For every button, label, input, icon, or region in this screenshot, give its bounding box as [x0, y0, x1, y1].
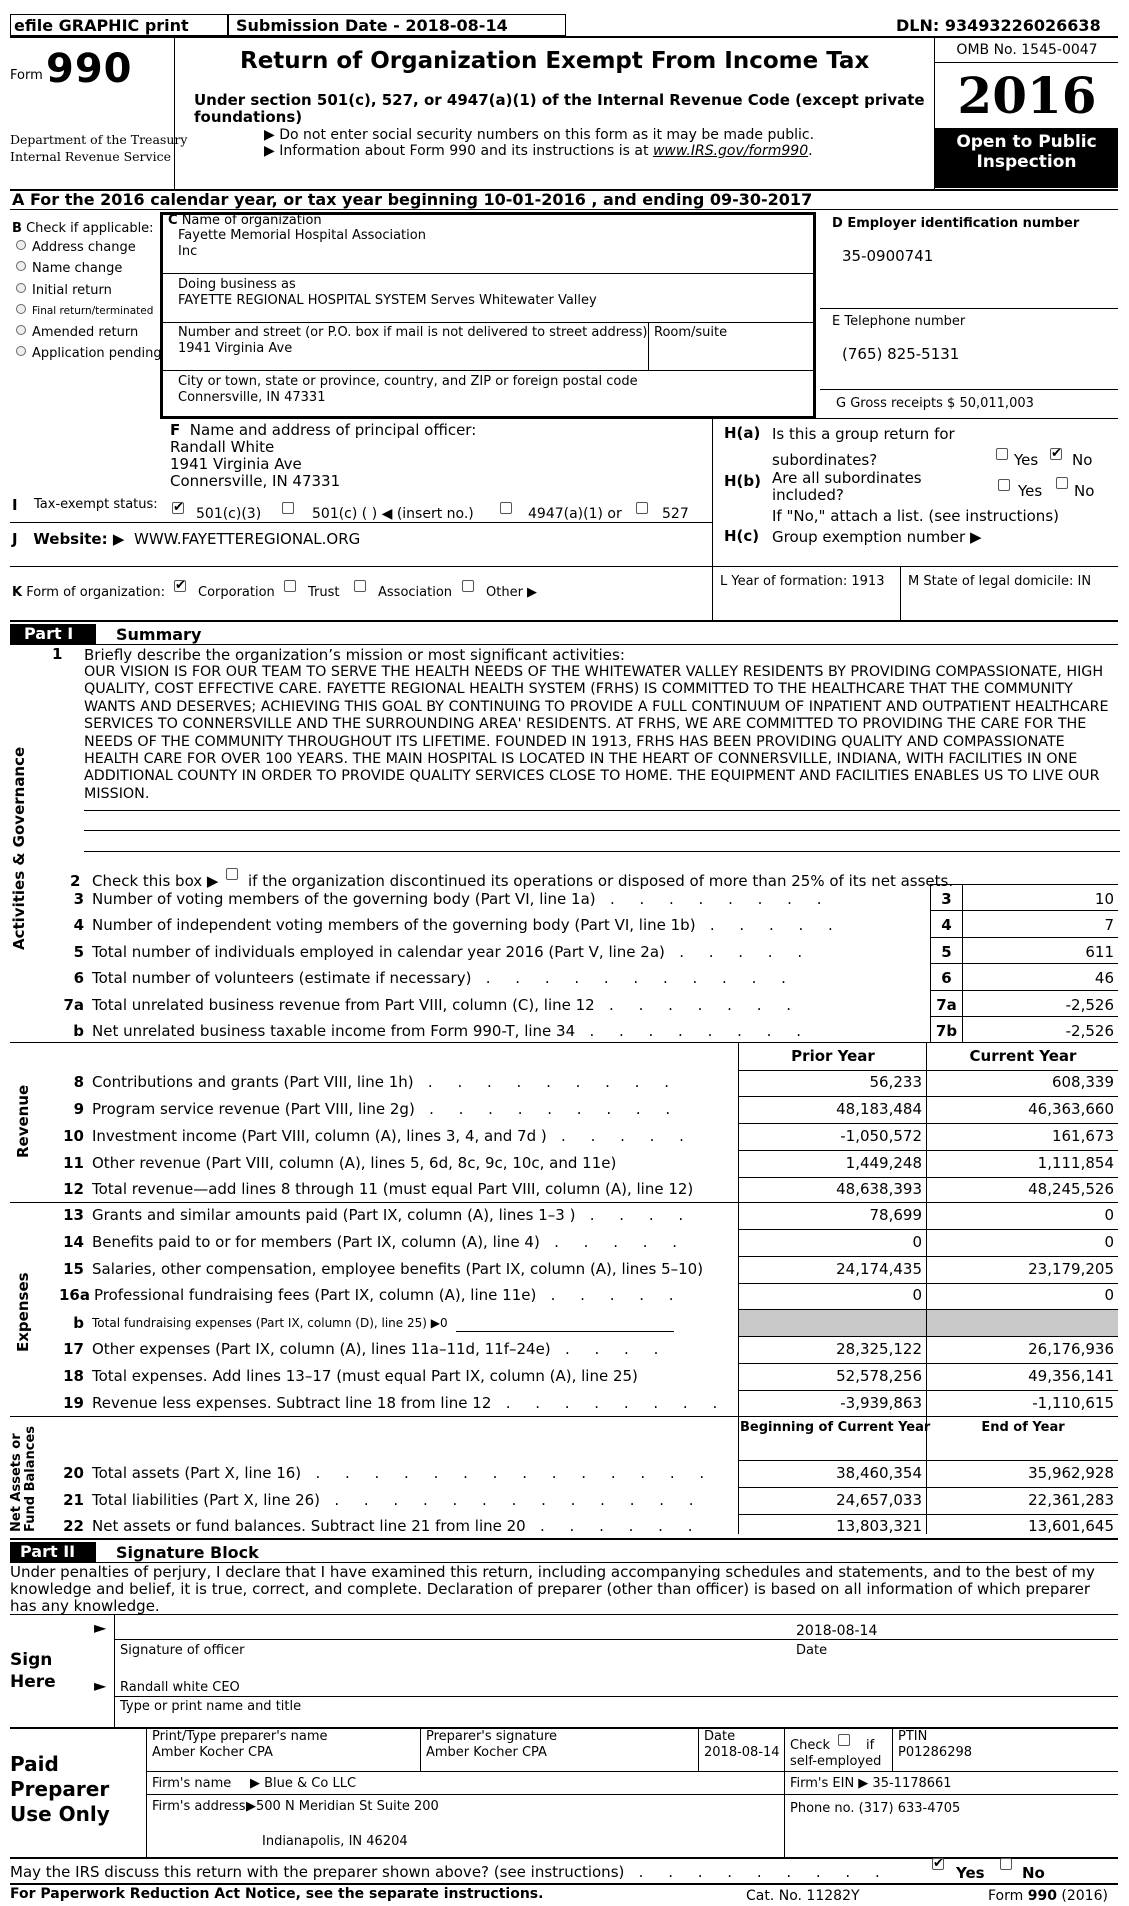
line22-num: 22	[63, 1517, 84, 1535]
line14-num: 14	[63, 1233, 84, 1251]
line18-num: 18	[63, 1367, 84, 1385]
line10-prior: -1,050,572	[840, 1127, 922, 1145]
line17-prior: 28,325,122	[836, 1340, 922, 1358]
officer-name: Randall White	[170, 438, 275, 456]
firm-address-label: Firm's address	[152, 1799, 246, 1814]
line8-prior: 56,233	[869, 1073, 922, 1091]
line6-num: 6	[73, 969, 84, 987]
line5-num: 5	[73, 943, 84, 961]
dept-line1: Department of the Treasury	[10, 132, 188, 147]
line17-current: 26,176,936	[1028, 1340, 1114, 1358]
line7a-num: 7a	[63, 996, 84, 1014]
col-beginning: Beginning of Current Year	[740, 1420, 931, 1435]
city-label: City or town, state or province, country, and ZIP or foreign postal code	[178, 374, 638, 389]
part1-tag: Part I	[10, 624, 96, 644]
line18-text: Total expenses. Add lines 13–17 (must equal Part IX, column (A), line 25)	[92, 1367, 638, 1385]
line4-num: 4	[73, 916, 84, 934]
line19-prior: -3,939,863	[840, 1394, 922, 1412]
line17-num: 17	[63, 1340, 84, 1358]
side-net-assets: Net Assets or Fund Balances	[9, 1426, 38, 1532]
line-a-tax-year: A For the 2016 calendar year, or tax year beginning 10-01-2016 , and ending 09-30-2017	[12, 190, 813, 209]
form-label: Form	[10, 68, 43, 83]
firm-name: ▶ Blue & Co LLC	[250, 1776, 357, 1791]
form-of-org-title: K Form of organization:	[12, 585, 165, 600]
line13-num: 13	[63, 1206, 84, 1224]
check-label: Check	[790, 1738, 830, 1753]
officer-address1: 1941 Virginia Ave	[170, 455, 302, 473]
phone-value: (765) 825-5131	[842, 345, 960, 363]
if-label: if	[866, 1738, 875, 1753]
line7a-box: 7a	[936, 996, 957, 1014]
4947-label: 4947(a)(1) or	[528, 506, 622, 522]
line15-prior: 24,174,435	[836, 1260, 922, 1278]
other-checkbox[interactable]	[462, 580, 474, 592]
final-return-label: Final return/terminated	[32, 305, 154, 317]
firm-phone: Phone no. (317) 633-4705	[790, 1801, 961, 1816]
line1-text: Briefly describe the organization’s mission or most significant activities:	[84, 646, 625, 664]
address-change-label: Address change	[32, 240, 136, 255]
dba-name: FAYETTE REGIONAL HOSPITAL SYSTEM Serves Whitewater Valley	[178, 293, 597, 308]
line5-value: 611	[1085, 943, 1114, 961]
ha-text2: subordinates?	[772, 451, 878, 469]
paid-preparer-label: Paid Preparer Use Only	[10, 1752, 110, 1826]
ha-yes-label: Yes	[1014, 451, 1039, 469]
part2-tag: Part II	[10, 1542, 96, 1562]
hb-no-label: No	[1074, 482, 1095, 500]
col-end-of-year: End of Year	[981, 1420, 1065, 1435]
line3-text: Number of voting members of the governing body (Part VI, line 1a) . . . . . . . .	[92, 890, 832, 908]
hb-yes-label: Yes	[1018, 482, 1043, 500]
f-title: F Name and address of principal officer:	[170, 421, 477, 439]
irs-link[interactable]: www.IRS.gov/form990	[652, 143, 809, 159]
info-note: ▶ Information about Form 990 and its instructions is at www.IRS.gov/form990.	[264, 143, 813, 159]
line22-begin: 13,803,321	[836, 1517, 922, 1535]
omb-number: OMB No. 1545-0047	[956, 42, 1098, 58]
preparer-date: 2018-08-14	[704, 1745, 780, 1760]
hb-no-checkbox[interactable]	[1056, 477, 1068, 489]
line13-prior: 78,699	[869, 1206, 922, 1224]
527-label: 527	[662, 506, 689, 522]
perjury-statement: Under penalties of perjury, I declare that I have examined this return, including accompanying schedules and statements, and to the best of my knowledge and belief, it is true, correct, and complete. Declaration of preparer (other than officer) is based on all information of which preparer has any knowledge.	[10, 1563, 1095, 1615]
self-employed-label: self-employed	[790, 1754, 882, 1769]
line7a-text: Total unrelated business revenue from Part VIII, column (C), line 12 . . . . . . .	[92, 996, 802, 1014]
line22-end: 13,601,645	[1028, 1517, 1114, 1535]
j-title: J Website: ▶	[12, 530, 125, 548]
sign-arrow-icon-2: ►	[94, 1676, 107, 1695]
street-label: Number and street (or P.O. box if mail is not delivered to street address)	[178, 325, 648, 340]
line17-text: Other expenses (Part IX, column (A), lines 11a–11d, 11f–24e) . . . .	[92, 1340, 669, 1358]
here-label: Here	[10, 1672, 56, 1692]
ein-label: D Employer identification number	[832, 216, 1080, 231]
firm-address2: Indianapolis, IN 46204	[262, 1834, 408, 1849]
line20-begin: 38,460,354	[836, 1464, 922, 1482]
ha-text1: Is this a group return for	[772, 425, 955, 443]
line13-current: 0	[1104, 1206, 1114, 1224]
501c-checkbox[interactable]	[282, 502, 294, 514]
preparer-date-label: Date	[704, 1729, 736, 1744]
line10-text: Investment income (Part VIII, column (A), lines 3, 4, and 7d ) . . . . .	[92, 1127, 694, 1145]
hc-label: H(c)	[724, 527, 760, 545]
hb-text2: included?	[772, 486, 844, 504]
line16a-num: 16a	[59, 1286, 90, 1304]
discuss-yes-label: Yes	[956, 1864, 985, 1882]
line2-text-a: Check this box ▶	[92, 872, 219, 890]
line6-box: 6	[941, 969, 952, 987]
line11-prior: 1,449,248	[845, 1154, 922, 1172]
side-revenue: Revenue	[14, 1084, 32, 1158]
line21-end: 22,361,283	[1028, 1491, 1114, 1509]
phone-label: E Telephone number	[832, 314, 966, 329]
line5-box: 5	[941, 943, 952, 961]
efile-label: efile GRAPHIC print	[14, 16, 189, 35]
ein-value: 35-0900741	[842, 247, 934, 265]
sign-arrow-icon: ►	[94, 1618, 107, 1637]
city-state-zip: Connersville, IN 47331	[178, 390, 326, 405]
association-label: Association	[378, 585, 453, 600]
line6-value: 46	[1094, 969, 1114, 987]
tax-year: 2016	[957, 66, 1097, 125]
line16a-current: 0	[1104, 1286, 1114, 1304]
form-subtitle: Under section 501(c), 527, or 4947(a)(1) of the Internal Revenue Code (except private foundations)	[194, 91, 925, 126]
street-address: 1941 Virginia Ave	[178, 341, 293, 356]
ptin-label: PTIN	[898, 1729, 928, 1744]
officer-name-title: Randall white CEO	[120, 1680, 240, 1695]
discontinued-checkbox[interactable]	[226, 868, 238, 880]
line3-box: 3	[941, 890, 952, 908]
discuss-no-checkbox[interactable]	[1000, 1858, 1012, 1870]
part2-title: Signature Block	[116, 1543, 259, 1562]
cat-number: Cat. No. 11282Y	[746, 1888, 860, 1904]
line7b-box: 7b	[935, 1022, 958, 1040]
line19-num: 19	[63, 1394, 84, 1412]
line4-value: 7	[1104, 916, 1114, 934]
line18-current: 49,356,141	[1028, 1367, 1114, 1385]
line7b-value: -2,526	[1065, 1022, 1114, 1040]
line14-text: Benefits paid to or for members (Part IX, column (A), line 4) . . . . .	[92, 1233, 688, 1251]
line14-prior: 0	[912, 1233, 922, 1251]
other-label: Other ▶	[486, 585, 538, 600]
amended-return-label: Amended return	[32, 325, 139, 340]
application-pending-checkbox[interactable]	[16, 346, 26, 356]
line12-prior: 48,638,393	[836, 1180, 922, 1198]
sign-label: Sign	[10, 1650, 53, 1670]
line19-current: -1,110,615	[1032, 1394, 1114, 1412]
line1-num: 1	[52, 645, 63, 663]
name-change-label: Name change	[32, 261, 123, 276]
corporation-checkbox[interactable]: ✔	[175, 578, 186, 593]
ha-no-label: No	[1072, 451, 1093, 469]
line2-num: 2	[70, 872, 81, 890]
line21-text: Total liabilities (Part X, line 26) . . . . . . . . . . . . .	[92, 1491, 704, 1509]
line11-num: 11	[63, 1154, 84, 1172]
501c-label: 501(c) ( ) ◀ (insert no.)	[312, 506, 474, 522]
state-domicile: M State of legal domicile: IN	[908, 574, 1092, 589]
line15-num: 15	[63, 1260, 84, 1278]
line4-box: 4	[941, 916, 952, 934]
line9-text: Program service revenue (Part VIII, line 2g) . . . . . . . . .	[92, 1100, 681, 1118]
preparer-name-label: Print/Type preparer's name	[152, 1729, 328, 1744]
line13-text: Grants and similar amounts paid (Part IX, column (A), lines 1–3 ) . . . .	[92, 1206, 694, 1224]
website-url: WWW.FAYETTEREGIONAL.ORG	[134, 530, 361, 548]
type-name-label: Type or print name and title	[120, 1699, 302, 1714]
line11-current: 1,111,854	[1037, 1154, 1114, 1172]
line21-num: 21	[63, 1491, 84, 1509]
part1-title: Summary	[116, 625, 202, 644]
org-name-line2: Inc	[178, 244, 198, 259]
line2-text-b: if the organization discontinued its operations or disposed of more than 25% of its net assets.	[248, 872, 954, 890]
signature-of-officer-label: Signature of officer	[120, 1643, 245, 1658]
irs-discuss-question: May the IRS discuss this return with the preparer shown above? (see instructions) . . . . . . . . .	[10, 1863, 890, 1881]
501c3-checkbox[interactable]: ✔	[173, 500, 184, 515]
hb-yes-checkbox[interactable]	[998, 479, 1010, 491]
side-expenses: Expenses	[14, 1272, 32, 1352]
signature-date: 2018-08-14	[796, 1623, 878, 1639]
line16a-prior: 0	[912, 1286, 922, 1304]
line7a-value: -2,526	[1065, 996, 1114, 1014]
hb-note: If "No," attach a list. (see instructions)	[772, 507, 1059, 525]
preparer-name: Amber Kocher CPA	[152, 1745, 273, 1760]
form-number: 990	[46, 46, 133, 92]
ha-yes-checkbox[interactable]	[996, 448, 1008, 460]
firm-address1: ▶500 N Meridian St Suite 200	[246, 1799, 439, 1814]
line20-text: Total assets (Part X, line 16) . . . . . . . . . . . . . .	[92, 1464, 715, 1482]
line7b-text: Net unrelated business taxable income from Form 990-T, line 34 . . . . . . . .	[92, 1022, 811, 1040]
col-prior-year: Prior Year	[791, 1047, 875, 1065]
501c3-label: 501(c)(3)	[196, 506, 262, 522]
line19-text: Revenue less expenses. Subtract line 18 from line 12 . . . . . . . .	[92, 1394, 728, 1412]
trust-label: Trust	[308, 585, 340, 600]
address-change-checkbox[interactable]	[16, 240, 26, 250]
self-employed-checkbox[interactable]	[838, 1734, 850, 1746]
initial-return-checkbox[interactable]	[16, 283, 26, 293]
line20-end: 35,962,928	[1028, 1464, 1114, 1482]
line5-text: Total number of individuals employed in calendar year 2016 (Part V, line 2a) . . . . .	[92, 943, 813, 961]
final-return-checkbox[interactable]	[16, 304, 26, 314]
ptin-value: P01286298	[898, 1745, 973, 1760]
org-name-line1: Fayette Memorial Hospital Association	[178, 228, 426, 243]
line9-current: 46,363,660	[1028, 1100, 1114, 1118]
line16a-text: Professional fundraising fees (Part IX, column (A), line 11e) . . . . .	[94, 1286, 684, 1304]
line10-current: 161,673	[1051, 1127, 1114, 1145]
form-footer: Form 990 (2016)	[988, 1888, 1108, 1904]
hb-label: H(b)	[724, 472, 762, 490]
hc-text: Group exemption number ▶	[772, 528, 982, 546]
line8-num: 8	[73, 1073, 84, 1091]
discuss-yes-checkbox[interactable]: ✔	[933, 1856, 944, 1871]
side-governance: Activities & Governance	[10, 746, 28, 950]
line12-current: 48,245,526	[1028, 1180, 1114, 1198]
dln: DLN: 93493226026638	[896, 16, 1101, 35]
officer-address2: Connersville, IN 47331	[170, 472, 341, 490]
line16b-text: Total fundraising expenses (Part IX, column (D), line 25) ▶0	[92, 1316, 448, 1330]
line12-text: Total revenue—add lines 8 through 11 (must equal Part VIII, column (A), line 12)	[92, 1180, 694, 1198]
line11-text: Other revenue (Part VIII, column (A), lines 5, 6d, 8c, 9c, 10c, and 11e)	[92, 1154, 617, 1172]
line22-text: Net assets or fund balances. Subtract line 21 from line 20 . . . . . .	[92, 1517, 703, 1535]
trust-checkbox[interactable]	[284, 580, 296, 592]
line8-text: Contributions and grants (Part VIII, line 1h) . . . . . . . . .	[92, 1073, 679, 1091]
room-suite-label: Room/suite	[654, 325, 728, 340]
line20-num: 20	[63, 1464, 84, 1482]
date-label: Date	[796, 1643, 828, 1658]
section-b-title: B Check if applicable:	[12, 221, 154, 236]
association-checkbox[interactable]	[354, 580, 366, 592]
application-pending-label: Application pending	[32, 346, 162, 361]
527-checkbox[interactable]	[636, 502, 648, 514]
line6-text: Total number of volunteers (estimate if necessary) . . . . . . . . . . .	[92, 969, 796, 987]
preparer-signature: Amber Kocher CPA	[426, 1745, 547, 1760]
preparer-signature-label: Preparer's signature	[426, 1729, 558, 1744]
line10-num: 10	[63, 1127, 84, 1145]
line3-value: 10	[1094, 890, 1114, 908]
line15-current: 23,179,205	[1028, 1260, 1114, 1278]
line14-current: 0	[1104, 1233, 1114, 1251]
line3-num: 3	[73, 890, 84, 908]
i-label: I	[12, 496, 18, 514]
dba-label: Doing business as	[178, 277, 296, 292]
line4-text: Number of independent voting members of the governing body (Part VI, line 1b) . . . . .	[92, 916, 843, 934]
line7b-num: b	[73, 1022, 84, 1040]
line9-num: 9	[73, 1100, 84, 1118]
line9-prior: 48,183,484	[836, 1100, 922, 1118]
gross-receipts: G Gross receipts $ 50,011,003	[836, 396, 1034, 411]
line18-prior: 52,578,256	[836, 1367, 922, 1385]
ha-no-checkbox[interactable]: ✔	[1051, 446, 1062, 461]
corporation-label: Corporation	[198, 585, 275, 600]
c-title: C Name of organization	[168, 213, 322, 228]
dept-line2: Internal Revenue Service	[10, 149, 171, 164]
ssn-note: ▶ Do not enter social security numbers on this form as it may be made public.	[264, 127, 815, 143]
line16b-num: b	[73, 1314, 84, 1332]
ha-label: H(a)	[724, 424, 761, 442]
open-to-public-badge: Open to Public Inspection	[935, 128, 1118, 188]
form-title: Return of Organization Exempt From Income Tax	[240, 48, 870, 74]
mission-statement: OUR VISION IS FOR OUR TEAM TO SERVE THE HEALTH NEEDS OF THE WHITEWATER VALLEY RESIDENTS BY PROVIDING COMPASSIONATE, HIGH QUALITY, COST EFFECTIVE CARE. FAYETTE REGIONAL HEALTH SYSTEM (FRHS) IS COMMITTED TO THE HEALTHCARE THAT THE COMMUNITY WANTS AND DESERVES; ACHIEVING THIS GOAL BY CONTINUING TO PROVIDE A FULL CONTINUUM OF INPATIENT AND OUTPATIENT HEALTHCARE SERVICES TO CONNERSVILLE AND THE SURROUNDING AREA' RESIDENTS. AT FRHS, WE ARE COMMITTED TO PROVIDING THE CARE FOR THE NEEDS OF THE COMMUNITY THROUGHOUT ITS LIFETIME. FOUNDED IN 1913, FRHS HAS BEEN PROVIDING QUALITY AND COMPASSIONATE HEALTH CARE FOR OVER 100 YEARS. THE MAIN HOSPITAL IS LOCATED IN THE HEART OF CONNERSVILLE, INDIANA, WITH FACILITIES IN ONE ADDITIONAL COUNTY IN ORDER TO PROVIDE QUALITY SERVICES CLOSE TO HOME. THE EQUIPMENT AND FACILITIES ENABLES US TO LIVE OUR MISSION.	[84, 664, 1109, 802]
amended-return-checkbox[interactable]	[16, 325, 26, 335]
line16b-shaded-cells	[739, 1310, 1118, 1336]
initial-return-label: Initial return	[32, 283, 112, 298]
firm-ein: Firm's EIN ▶ 35-1178661	[790, 1776, 952, 1791]
firm-name-label: Firm's name	[152, 1776, 232, 1791]
tax-exempt-title: Tax-exempt status:	[34, 497, 158, 512]
hb-text1: Are all subordinates	[772, 469, 922, 487]
line21-begin: 24,657,033	[836, 1491, 922, 1509]
name-change-checkbox[interactable]	[16, 261, 26, 271]
line12-num: 12	[63, 1180, 84, 1198]
year-formation: L Year of formation: 1913	[720, 574, 885, 589]
col-current-year: Current Year	[969, 1047, 1077, 1065]
4947-checkbox[interactable]	[500, 502, 512, 514]
line15-text: Salaries, other compensation, employee benefits (Part IX, column (A), lines 5–10)	[92, 1260, 704, 1278]
line8-current: 608,339	[1051, 1073, 1114, 1091]
paperwork-notice: For Paperwork Reduction Act Notice, see the separate instructions.	[10, 1886, 544, 1902]
submission-date: Submission Date - 2018-08-14	[236, 16, 508, 35]
discuss-no-label: No	[1022, 1864, 1045, 1882]
